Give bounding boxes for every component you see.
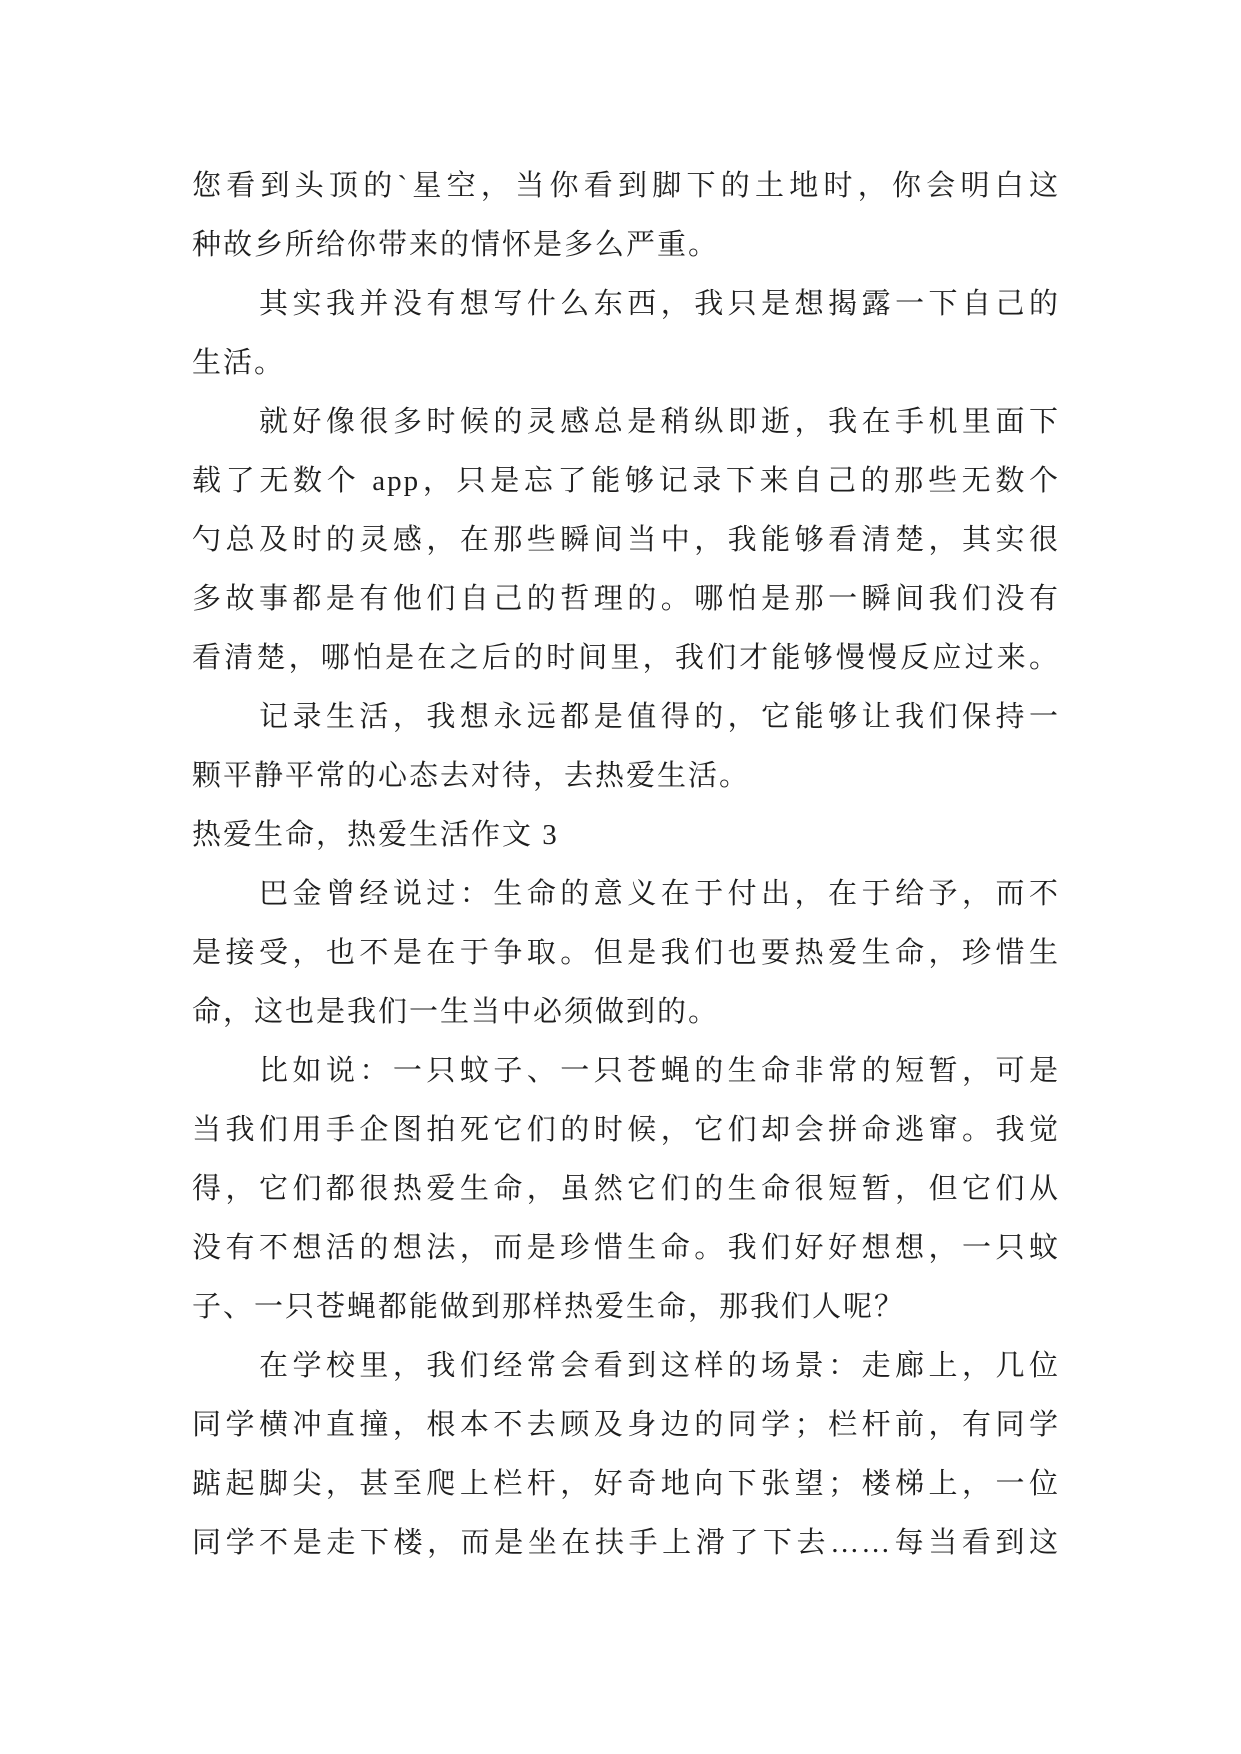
- text-line: 看清楚，哪怕是在之后的时间里，我们才能够慢慢反应过来。: [192, 642, 1060, 674]
- text-line: 得，它们都很热爱生命，虽然它们的生命很短暂，但它们从: [192, 1173, 1060, 1205]
- text-line: 巴金曾经说过：生命的意义在于付出，在于给予，而不: [259, 878, 1060, 910]
- text-line: 多故事都是有他们自己的哲理的。哪怕是那一瞬间我们没有: [192, 583, 1060, 615]
- paragraph: [192, 157, 1060, 275]
- text-line: 生活。: [192, 347, 286, 379]
- paragraph: [192, 688, 1060, 806]
- text-line: 其实我并没有想写什么东西，我只是想揭露一下自己的: [259, 288, 1060, 320]
- paragraph: [192, 393, 1060, 688]
- paragraph: [192, 865, 1060, 1042]
- text-line: 勺总及时的灵感，在那些瞬间当中，我能够看清楚，其实很: [192, 524, 1060, 556]
- paragraph: [192, 1042, 1060, 1337]
- text-line: 颗平静平常的心态去对待，去热爱生活。: [192, 760, 751, 792]
- paragraph: [192, 1337, 1060, 1573]
- essay-title: 热爱生命，热爱生活作文 3: [192, 819, 559, 851]
- text-line: 命，这也是我们一生当中必须做到的。: [192, 996, 720, 1028]
- text-line: 比如说：一只蚊子、一只苍蝇的生命非常的短暂，可是: [259, 1055, 1060, 1087]
- text-line: 种故乡所给你带来的情怀是多么严重。: [192, 229, 720, 261]
- paragraph: [192, 275, 1060, 393]
- text-line: 同学不是走下楼，而是坐在扶手上滑了下去……每当看到这: [192, 1527, 1060, 1559]
- text-line: 在学校里，我们经常会看到这样的场景：走廊上，几位: [259, 1350, 1060, 1382]
- text-line: 记录生活，我想永远都是值得的，它能够让我们保持一: [259, 701, 1060, 733]
- text-line: 载了无数个 app，只是忘了能够记录下来自己的那些无数个: [192, 465, 1060, 497]
- text-line: 就好像很多时候的灵感总是稍纵即逝，我在手机里面下: [259, 406, 1060, 438]
- text-line: 您看到头顶的`星空，当你看到脚下的土地时，你会明白这: [192, 170, 1060, 202]
- previous-essay-continuation: [192, 157, 1060, 806]
- text-column: [192, 157, 1060, 1573]
- text-line: 当我们用手企图拍死它们的时候，它们却会拼命逃窜。我觉: [192, 1114, 1060, 1146]
- text-line: 是接受，也不是在于争取。但是我们也要热爱生命，珍惜生: [192, 937, 1060, 969]
- essay-3: [192, 806, 1060, 1573]
- text-line: 没有不想活的想法，而是珍惜生命。我们好好想想，一只蚊: [192, 1232, 1060, 1264]
- text-line: 同学横冲直撞，根本不去顾及身边的同学；栏杆前，有同学: [192, 1409, 1060, 1441]
- text-line: 子、一只苍蝇都能做到那样热爱生命，那我们人呢？: [192, 1291, 906, 1323]
- text-line: 踮起脚尖，甚至爬上栏杆，好奇地向下张望；楼梯上，一位: [192, 1468, 1060, 1500]
